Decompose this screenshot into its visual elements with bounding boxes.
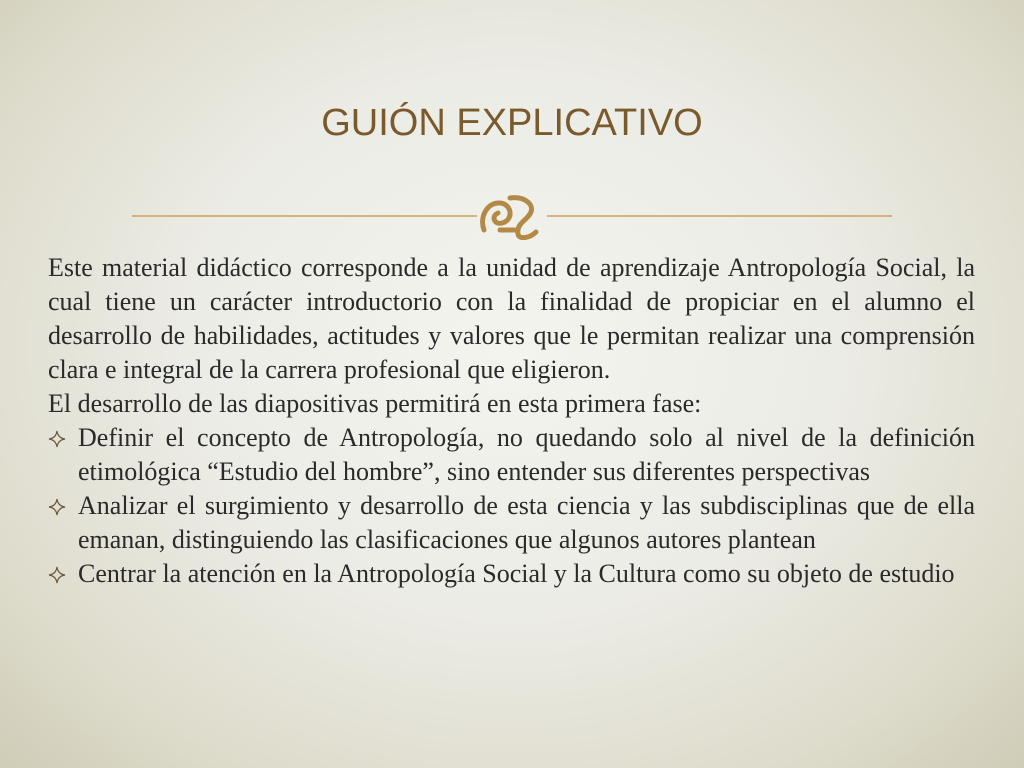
intro-paragraph: Este material didáctico corresponde a la unidad de aprendizaje Antropología Social, la cual tiene un carácter introductorio con la finalidad de propiciar en el alumno el desarrollo de habilidades, actitudes y valores que le permitan realizar una comprensión clara e integral de la carrera profesional que eligieron. [48,253,975,384]
four-point-star-icon [48,498,66,516]
list-item-text: Analizar el surgimiento y desarrollo de esta ciencia y las subdisciplinas que de ella emanan, distinguiendo las clasificaciones que algunos autores plantean [78,491,975,554]
list-item-text: Centrar la atención en la Antropología Social y la Cultura como su objeto de estudio [78,559,955,588]
lead-paragraph: El desarrollo de las diapositivas permitirá en esta primera fase: [48,389,702,418]
four-point-star-icon [48,566,66,584]
body-content [48,251,975,591]
list-item-text: Definir el concepto de Antropología, no quedando solo al nivel de la definición etimológica “Estudio del hombre”, sino entender sus diferentes perspectivas [78,423,975,486]
four-point-star-icon [48,430,66,448]
list-item [48,421,975,489]
list-item [48,557,975,591]
slide-title: GUIÓN EXPLICATIVO [321,102,703,144]
ornament-scroll-icon [483,198,536,238]
objectives-list [48,421,975,591]
title-divider [132,190,892,240]
list-item [48,489,975,557]
